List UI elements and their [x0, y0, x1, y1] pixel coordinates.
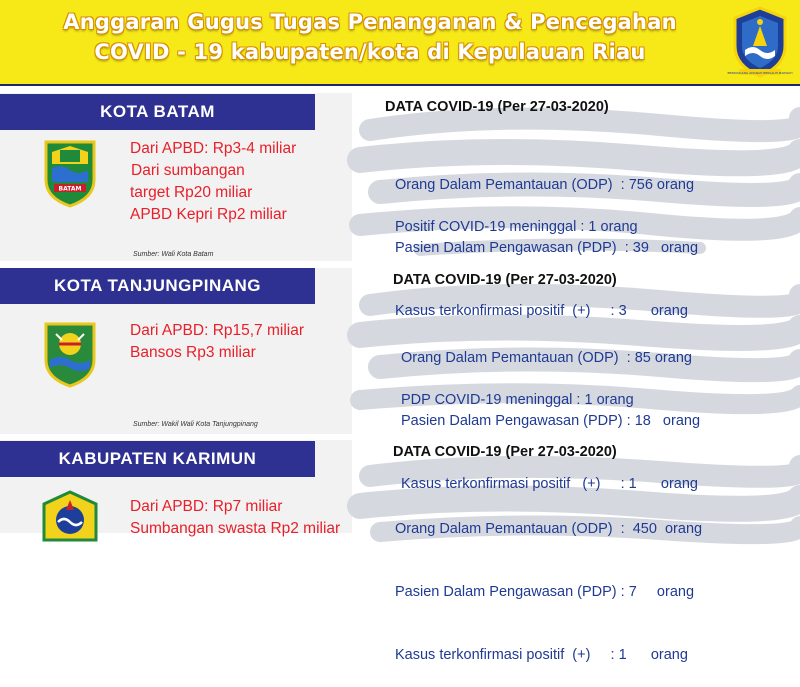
page-title	[20, 7, 720, 67]
section-title-batam: KOTA BATAM	[0, 94, 315, 130]
tanjungpinang-emblem	[42, 320, 98, 388]
karimun-emblem	[40, 490, 100, 540]
fund-line: Dari APBD: Rp7 miliar	[130, 498, 283, 515]
title-line-2: COVID - 19 kabupaten/kota di Kepulauan Riau	[94, 40, 646, 64]
stat-line: Kasus terkonfirmasi positif (+) : 3 orang	[395, 303, 688, 319]
section-title-karimun: KABUPATEN KARIMUN	[0, 441, 315, 477]
batam-source: Sumber: Wali Kota Batam	[133, 251, 214, 258]
stat-line: Pasien Dalam Pengawasan (PDP) : 18 orang	[401, 413, 701, 429]
stat-line: Orang Dalam Pemantauan (ODP) : 450 orang	[395, 521, 703, 537]
batam-emblem-label: BATAM	[58, 185, 82, 193]
fund-line: Sumbangan swasta Rp2 miliar	[130, 520, 341, 537]
tanjungpinang-data-title: DATA COVID-19 (Per 27-03-2020)	[393, 272, 617, 288]
stat-line: Pasien Dalam Pengawasan (PDP) : 39 orang	[395, 240, 699, 256]
tanjungpinang-funds	[130, 320, 304, 364]
fund-line: target Rp20 miliar	[130, 184, 253, 201]
batam-funds	[130, 138, 296, 226]
stat-line: Kasus terkonfirmasi positif (+) : 1 orang	[395, 647, 688, 663]
stat-line: Orang Dalam Pemantauan (ODP) : 85 orang	[401, 350, 692, 366]
karimun-data-title: DATA COVID-19 (Per 27-03-2020)	[393, 444, 617, 460]
logo-motto: BERPANCANG AMANAH BERSAUH MARWAH	[727, 71, 793, 75]
batam-death: Positif COVID-19 meninggal : 1 orang	[395, 219, 638, 235]
tanjungpinang-death: PDP COVID-19 meninggal : 1 orang	[401, 392, 634, 408]
fund-line: Dari APBD: Rp15,7 miliar	[130, 322, 305, 339]
stat-line: Kasus terkonfirmasi positif (+) : 1 orang	[401, 476, 698, 492]
batam-emblem	[42, 138, 98, 208]
karimun-funds	[130, 496, 340, 540]
kepri-province-logo	[727, 6, 793, 78]
stat-line: Pasien Dalam Pengawasan (PDP) : 7 orang	[395, 584, 695, 600]
title-line-1: Anggaran Gugus Tugas Penanganan & Pencegahan	[63, 10, 677, 34]
fund-line: Bansos Rp3 miliar	[130, 344, 256, 361]
header-bar	[0, 0, 800, 86]
karimun-stats	[395, 477, 702, 687]
tanjungpinang-source: Sumber: Wakil Wali Kota Tanjungpinang	[133, 421, 258, 428]
fund-line: Dari sumbangan	[131, 162, 245, 179]
fund-line: APBD Kepri Rp2 miliar	[130, 206, 287, 223]
fund-line: Dari APBD: Rp3-4 miliar	[130, 140, 297, 157]
section-title-tanjungpinang: KOTA TANJUNGPINANG	[0, 268, 315, 304]
stat-line: Orang Dalam Pemantauan (ODP) : 756 orang	[395, 177, 695, 193]
batam-data-title: DATA COVID-19 (Per 27-03-2020)	[385, 99, 609, 115]
